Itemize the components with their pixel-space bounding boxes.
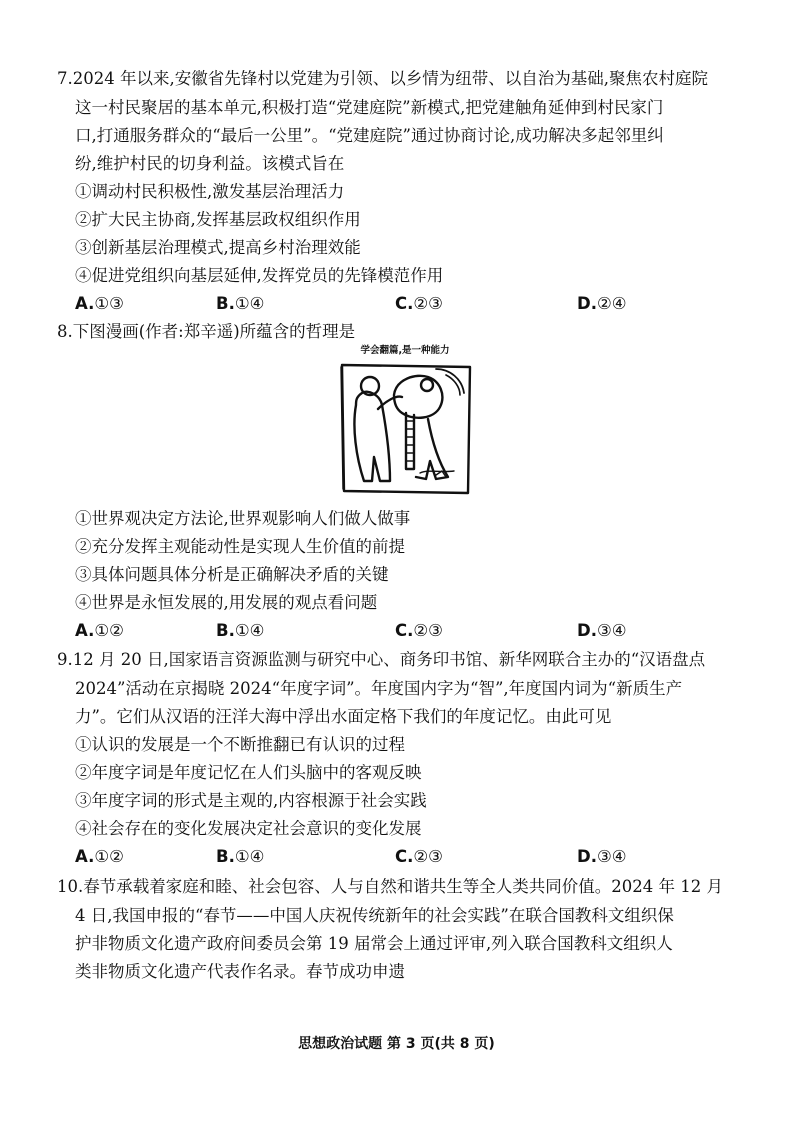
- q10-stem-line-4: 类非物质文化遗产代表作名录。春节成功申遗: [75, 962, 405, 981]
- q9-stem-line-3: 力”。它们从汉语的汪洋大海中浮出水面定格下我们的年度记忆。由此可见: [75, 707, 612, 726]
- q7-item-2: ②扩大民主协商,发挥基层政权组织作用: [75, 210, 361, 229]
- q8-choice-d[interactable]: D.③④: [577, 621, 627, 640]
- q9-item-2: ②年度字词是年度记忆在人们头脑中的客观反映: [75, 763, 422, 782]
- q8-item-3: ③具体问题具体分析是正确解决矛盾的关键: [75, 565, 389, 584]
- q9-choice-d[interactable]: D.③④: [577, 847, 627, 866]
- q7-item-1: ①调动村民积极性,激发基层治理活力: [75, 182, 345, 201]
- q8-choices: [75, 619, 635, 643]
- q9-choice-c[interactable]: C.②③: [395, 847, 443, 866]
- cartoon-drawing: [336, 361, 476, 497]
- q9-choice-a[interactable]: A.①②: [75, 847, 124, 866]
- q10-stem-line-1: 10.春节承载着家庭和睦、社会包容、人与自然和谐共生等全人类共同价值。2024 年 12 月: [57, 877, 723, 896]
- q7-choice-d[interactable]: D.②④: [577, 294, 627, 313]
- q8-choice-c[interactable]: C.②③: [395, 621, 443, 640]
- q9-item-4: ④社会存在的变化发展决定社会意识的变化发展: [75, 819, 422, 838]
- q7-stem-line-4: 纷,维护村民的切身利益。该模式旨在: [75, 154, 345, 173]
- q9-stem-line-1: 9.12 月 20 日,国家语言资源监测与研究中心、商务印书馆、新华网联合主办的“汉语盘点: [57, 650, 706, 669]
- q8-item-2: ②充分发挥主观能动性是实现人生价值的前提: [75, 537, 405, 556]
- cartoon-caption: 学会翻篇,是一种能力: [360, 345, 450, 356]
- q7-stem-line-3: 口,打通服务群众的“最后一公里”。“党建庭院”通过协商讨论,成功解决多起邻里纠: [75, 126, 664, 145]
- q9-choice-b[interactable]: B.①④: [216, 847, 265, 866]
- q8-choice-a[interactable]: A.①②: [75, 621, 124, 640]
- q10-stem-line-2: 4 日,我国申报的“春节——中国人庆祝传统新年的社会实践”在联合国教科文组织保: [75, 906, 674, 925]
- q8-item-1: ①世界观决定方法论,世界观影响人们做人做事: [75, 509, 411, 528]
- q7-choice-a[interactable]: A.①③: [75, 294, 124, 313]
- q8-choice-b[interactable]: B.①④: [216, 621, 265, 640]
- q7-item-3: ③创新基层治理模式,提高乡村治理效能: [75, 238, 361, 257]
- q10-stem-line-3: 护非物质文化遗产政府间委员会第 19 届常会上通过评审,列入联合国教科文组织人: [75, 934, 673, 953]
- q9-stem-line-2: 2024”活动在京揭晓 2024“年度字词”。年度国内字为“智”,年度国内词为“新质生产: [75, 679, 683, 698]
- q7-item-4: ④促进党组织向基层延伸,发挥党员的先锋模范作用: [75, 266, 444, 285]
- q7-choices: [75, 292, 635, 316]
- q8-stem-line-1: 8.下图漫画(作者:郑辛遥)所蕴含的哲理是: [57, 322, 356, 341]
- cartoon-figure: [330, 345, 480, 500]
- q7-stem-line-2: 这一村民聚居的基本单元,积极打造“党建庭院”新模式,把党建触角延伸到村民家门: [75, 98, 664, 117]
- q7-choice-b[interactable]: B.①④: [216, 294, 265, 313]
- q9-item-3: ③年度字词的形式是主观的,内容根源于社会实践: [75, 791, 427, 810]
- q9-choices: [75, 845, 635, 869]
- page-footer: 思想政治试题 第 3 页(共 8 页): [298, 1036, 495, 1052]
- q7-stem-line-1: 7.2024 年以来,安徽省先锋村以党建为引领、以乡情为纽带、以自治为基础,聚焦农村庭院: [57, 69, 708, 88]
- q8-item-4: ④世界是永恒发展的,用发展的观点看问题: [75, 593, 378, 612]
- q7-choice-c[interactable]: C.②③: [395, 294, 443, 313]
- q9-item-1: ①认识的发展是一个不断推翻已有认识的过程: [75, 735, 405, 754]
